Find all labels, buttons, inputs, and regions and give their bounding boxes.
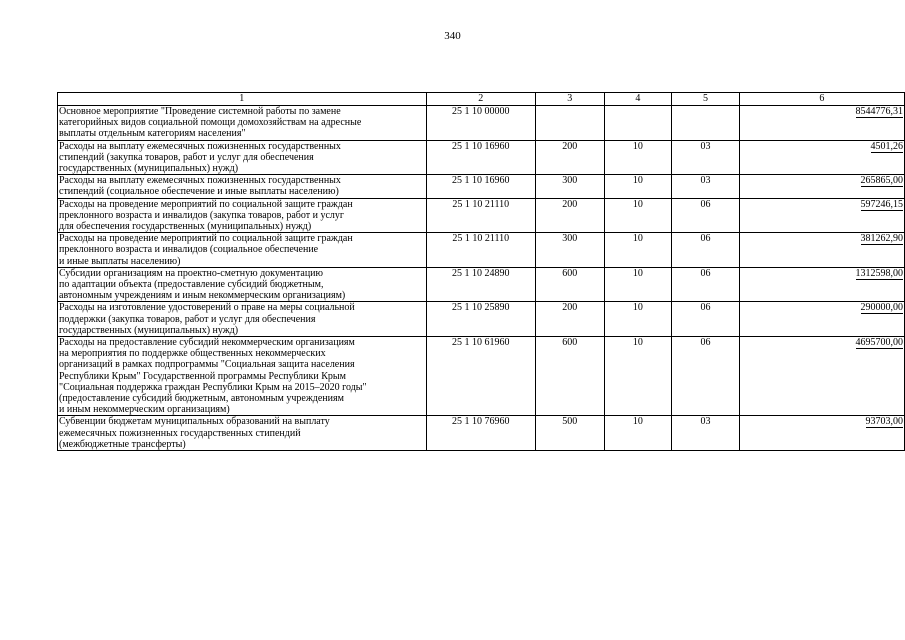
description-line: (межбюджетные трансферты) — [59, 438, 186, 450]
table-row — [58, 337, 905, 416]
header-col-1: 1 — [58, 93, 427, 106]
description-line: стипендий (закупка товаров, работ и услуг для обеспечения — [59, 151, 314, 163]
row-amount: 597246,15 — [860, 198, 903, 210]
row-code: 25 1 10 61960 — [426, 337, 535, 416]
row-description — [58, 106, 427, 141]
row-amount-cell — [739, 140, 904, 175]
header-col-5: 5 — [672, 93, 740, 106]
row-amount: 1312598,00 — [855, 267, 903, 279]
row-description — [58, 337, 427, 416]
description-line: и иные выплаты населению) — [59, 255, 181, 267]
row-amount: 381262,90 — [860, 233, 903, 245]
row-vr: 300 — [535, 233, 604, 268]
row-amount-cell — [739, 337, 904, 416]
description-line: выплаты отдельным категориям населения" — [59, 128, 246, 140]
row-description — [58, 198, 427, 233]
table-body — [58, 106, 905, 451]
row-rz: 10 — [604, 198, 672, 233]
description-line: стипендий (социальное обеспечение и иные выплаты населению) — [59, 186, 339, 198]
table-row — [58, 175, 905, 198]
row-rz: 10 — [604, 416, 672, 451]
row-rz: 10 — [604, 267, 672, 302]
row-amount: 4501,26 — [870, 140, 903, 152]
description-line: Расходы на предоставление субсидий некоммерческим организациям — [59, 337, 355, 349]
row-rz: 10 — [604, 337, 672, 416]
description-line: для обеспечения государственных (муниципальных) нужд) — [59, 221, 312, 233]
row-pr: 06 — [672, 337, 740, 416]
row-pr: 03 — [672, 140, 740, 175]
row-pr — [672, 106, 740, 141]
row-vr: 300 — [535, 175, 604, 198]
row-code: 25 1 10 21110 — [426, 198, 535, 233]
description-line: государственных (муниципальных) нужд) — [59, 324, 239, 336]
row-vr: 200 — [535, 140, 604, 175]
description-line: категорийных видов социальной помощи домохозяйствам на адресные — [59, 117, 362, 129]
row-amount-cell — [739, 175, 904, 198]
row-code: 25 1 10 21110 — [426, 233, 535, 268]
row-amount: 265865,00 — [860, 175, 903, 187]
description-line: государственных (муниципальных) нужд) — [59, 163, 239, 175]
page-number: 340 — [444, 30, 461, 42]
header-col-2: 2 — [426, 93, 535, 106]
table-row — [58, 233, 905, 268]
row-description — [58, 175, 427, 198]
row-amount: 8544776,31 — [855, 106, 903, 117]
row-description — [58, 416, 427, 451]
row-pr: 06 — [672, 198, 740, 233]
row-rz: 10 — [604, 302, 672, 337]
row-description — [58, 267, 427, 302]
row-vr: 600 — [535, 267, 604, 302]
row-amount-cell — [739, 302, 904, 337]
row-rz: 10 — [604, 233, 672, 268]
row-code: 25 1 10 16960 — [426, 140, 535, 175]
description-line: поддержки (закупка товаров, работ и услуг для обеспечения — [59, 313, 316, 325]
row-code: 25 1 10 25890 — [426, 302, 535, 337]
description-line: по адаптации объекта (предоставление субсидий бюджетным, — [59, 279, 324, 291]
header-row — [58, 93, 905, 106]
row-amount: 4695700,00 — [855, 337, 903, 349]
table-row — [58, 416, 905, 451]
row-pr: 06 — [672, 233, 740, 268]
description-line: Расходы на проведение мероприятий по социальной защите граждан — [59, 233, 353, 245]
row-code: 25 1 10 24890 — [426, 267, 535, 302]
description-line: организаций в рамках подпрограммы "Социальная защита населения — [59, 359, 355, 371]
row-pr: 06 — [672, 302, 740, 337]
row-vr: 200 — [535, 302, 604, 337]
description-line: на мероприятия по поддержке общественных некоммерческих — [59, 348, 326, 360]
description-line: Республики Крым" Государственной программы Республики Крым — [59, 370, 346, 382]
description-line: Субвенции бюджетам муниципальных образований на выплату — [59, 416, 330, 428]
table-row — [58, 198, 905, 233]
row-rz: 10 — [604, 175, 672, 198]
row-amount: 290000,00 — [860, 302, 903, 314]
budget-table — [57, 92, 905, 451]
row-amount-cell — [739, 198, 904, 233]
row-rz: 10 — [604, 140, 672, 175]
row-pr: 03 — [672, 416, 740, 451]
row-amount-cell — [739, 106, 904, 141]
row-amount-cell — [739, 416, 904, 451]
row-description — [58, 140, 427, 175]
table-row — [58, 140, 905, 175]
header-col-6: 6 — [739, 93, 904, 106]
description-line: Расходы на выплату ежемесячных пожизненных государственных — [59, 140, 341, 152]
row-rz — [604, 106, 672, 141]
row-pr: 03 — [672, 175, 740, 198]
row-description — [58, 233, 427, 268]
row-description — [58, 302, 427, 337]
description-line: преклонного возраста и инвалидов (закупка товаров, работ и услуг — [59, 209, 344, 221]
row-code: 25 1 10 00000 — [426, 106, 535, 141]
description-line: и иным некоммерческим организациям) — [59, 404, 230, 416]
description-line: Расходы на проведение мероприятий по социальной защите граждан — [59, 198, 353, 210]
row-pr: 06 — [672, 267, 740, 302]
description-line: автономным учреждениям и иным некоммерческим организациям) — [59, 290, 346, 302]
description-line: Субсидии организациям на проектно-сметную документацию — [59, 267, 323, 279]
table-row — [58, 302, 905, 337]
row-amount-cell — [739, 267, 904, 302]
description-line: ежемесячных пожизненных государственных стипендий — [59, 427, 301, 439]
table-row — [58, 106, 905, 141]
description-line: Расходы на выплату ежемесячных пожизненных государственных — [59, 175, 341, 187]
row-vr: 600 — [535, 337, 604, 416]
description-line: "Социальная поддержка граждан Республики Крым на 2015–2020 годы" — [59, 381, 367, 393]
table-row — [58, 267, 905, 302]
row-vr: 200 — [535, 198, 604, 233]
row-amount-cell — [739, 233, 904, 268]
row-vr — [535, 106, 604, 141]
header-col-3: 3 — [535, 93, 604, 106]
description-line: Основное мероприятие "Проведение системной работы по замене — [59, 106, 341, 117]
row-amount: 93703,00 — [865, 416, 903, 428]
row-code: 25 1 10 76960 — [426, 416, 535, 451]
row-vr: 500 — [535, 416, 604, 451]
row-code: 25 1 10 16960 — [426, 175, 535, 198]
header-col-4: 4 — [604, 93, 672, 106]
description-line: Расходы на изготовление удостоверений о праве на меры социальной — [59, 302, 355, 314]
description-line: преклонного возраста и инвалидов (социальное обеспечение — [59, 244, 319, 256]
description-line: (предоставление субсидий бюджетным, автономным учреждениям — [59, 393, 344, 405]
